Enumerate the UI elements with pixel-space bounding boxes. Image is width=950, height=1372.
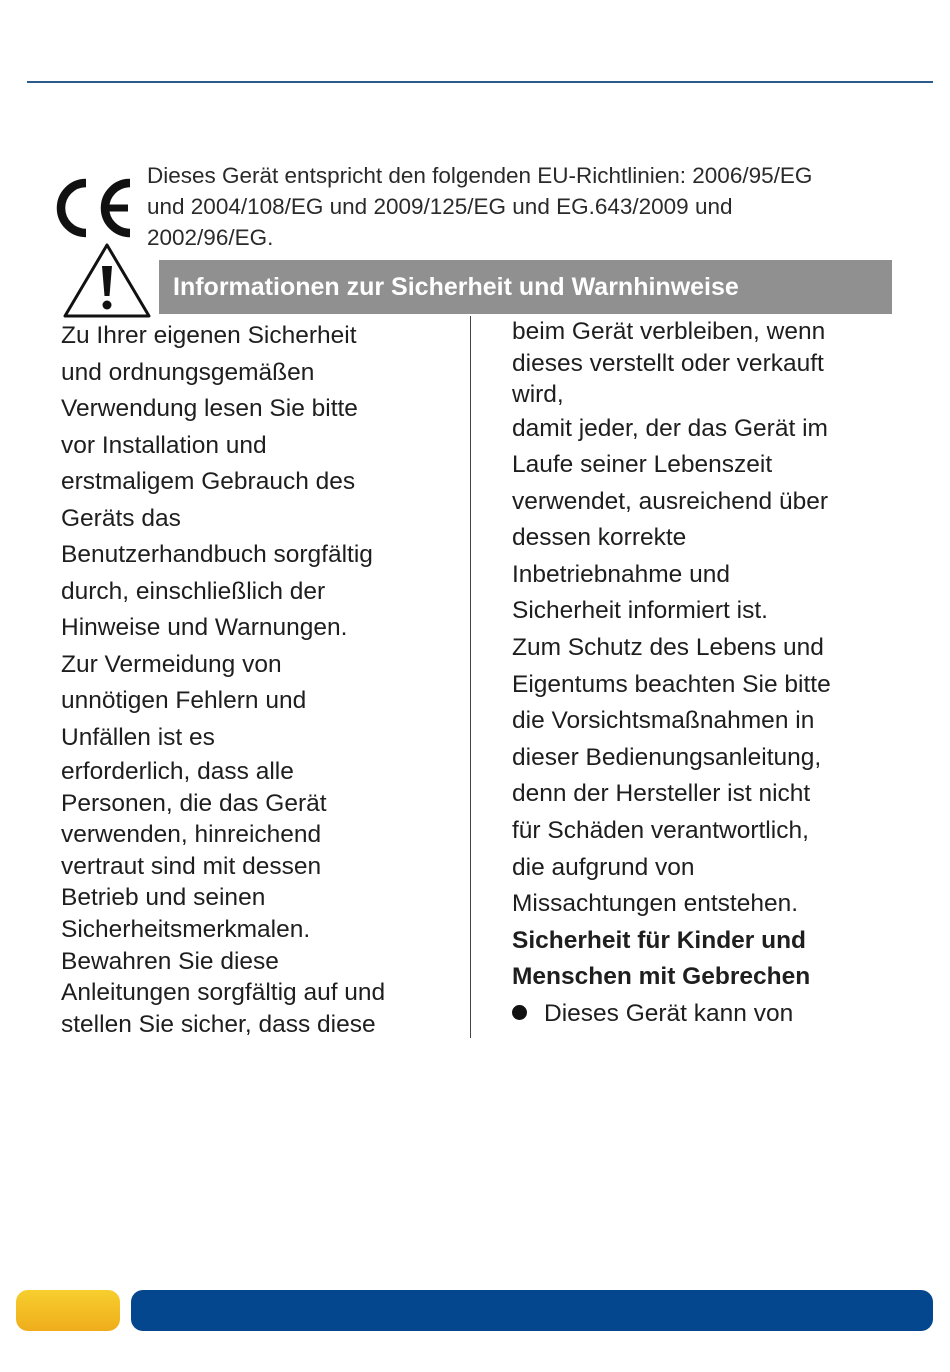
footer-bar <box>131 1290 933 1331</box>
warning-triangle-icon <box>60 240 154 320</box>
subheading-line: Sicherheit für Kinder und <box>512 926 807 954</box>
column-divider <box>470 316 471 1038</box>
eu-conformity-line: 2002/96/EG. <box>147 225 274 250</box>
text-line: stellen Sie sicher, dass diese <box>61 1010 376 1038</box>
text-line: Missachtungen entstehen. <box>512 890 799 918</box>
text-line: verwenden, hinreichend <box>61 821 322 849</box>
text-line: damit jeder, der das Gerät im <box>512 414 828 442</box>
text-line: dessen korrekte <box>512 524 687 552</box>
text-line: Zur Vermeidung von <box>61 650 282 678</box>
bullet-item-text: Dieses Gerät kann von <box>544 1000 794 1027</box>
eu-conformity-text <box>147 160 907 253</box>
eu-conformity-line: und 2004/108/EG und 2009/125/EG und EG.643/2009 und <box>147 194 733 219</box>
text-line: Zum Schutz des Lebens und <box>512 634 824 662</box>
text-line: dieser Bedienungsanleitung, <box>512 743 822 771</box>
header-rule <box>27 81 933 83</box>
footer-accent-tab <box>16 1290 120 1331</box>
text-line: denn der Hersteller ist nicht <box>512 780 811 808</box>
text-line: wird, <box>512 381 564 408</box>
bullet-dot-icon <box>512 1005 527 1020</box>
text-line: Inbetriebnahme und <box>512 560 730 588</box>
bullet-item <box>512 996 831 1033</box>
text-line: die Vorsichtsmaßnahmen in <box>512 707 815 735</box>
text-line: für Schäden verantwortlich, <box>512 817 809 845</box>
text-line: Bewahren Sie diese <box>61 947 279 975</box>
text-line: Anleitungen sorgfältig auf und <box>61 979 386 1007</box>
subheading-line: Menschen mit Gebrechen <box>512 963 811 991</box>
text-line: Benutzerhandbuch sorgfältig <box>61 541 373 568</box>
text-line: Sicherheitsmerkmalen. <box>61 915 311 943</box>
text-line: Verwendung lesen Sie bitte <box>61 395 358 422</box>
text-line: verwendet, ausreichend über <box>512 487 828 515</box>
text-line: Geräts das <box>61 504 181 532</box>
text-line: durch, einschließlich der <box>61 577 326 605</box>
text-line: erforderlich, dass alle <box>61 758 294 785</box>
text-line: Laufe seiner Lebenszeit <box>512 451 773 479</box>
text-line: unnötigen Fehlern und <box>61 687 307 714</box>
text-line: Unfällen ist es <box>61 723 215 751</box>
section-heading: Informationen zur Sicherheit und Warnhinweise <box>159 260 892 314</box>
eu-conformity-line: Dieses Gerät entspricht den folgenden EU-Richtlinien: 2006/95/EG <box>147 163 813 188</box>
text-line: beim Gerät verbleiben, wenn <box>512 318 826 345</box>
text-line: vertraut sind mit dessen <box>61 852 322 880</box>
right-column <box>512 316 831 1033</box>
text-line: Sicherheit informiert ist. <box>512 597 768 625</box>
text-line: Hinweise und Warnungen. <box>61 614 348 641</box>
text-line: Betrieb und seinen <box>61 884 266 912</box>
text-line: Eigentums beachten Sie bitte <box>512 670 831 698</box>
text-line: und ordnungsgemäßen <box>61 358 315 386</box>
text-line: Personen, die das Gerät <box>61 789 327 817</box>
text-line: erstmaligem Gebrauch des <box>61 468 356 495</box>
ce-mark-icon <box>50 175 136 241</box>
left-column <box>61 318 385 1040</box>
text-line: dieses verstellt oder verkauft <box>512 349 824 377</box>
text-line: die aufgrund von <box>512 853 695 881</box>
text-line: vor Installation und <box>61 431 267 459</box>
text-line: Zu Ihrer eigenen Sicherheit <box>61 322 357 349</box>
